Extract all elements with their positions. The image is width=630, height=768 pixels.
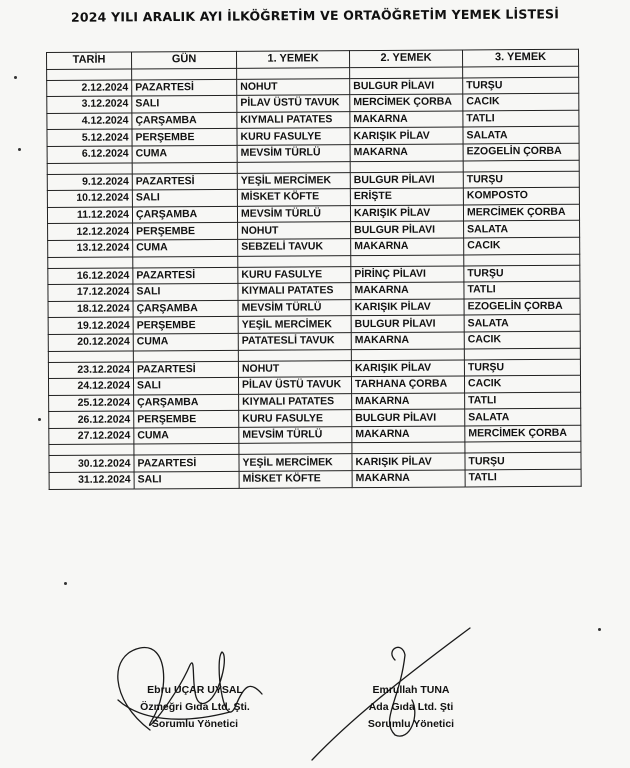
dish-1-cell: KIYMALI PATATES [238, 283, 351, 300]
dish-3-cell: TATLI [464, 281, 580, 298]
dish-3-cell: EZOGELİN ÇORBA [463, 143, 579, 160]
dish-1-cell: PİLAV ÜSTÜ TAVUK [237, 95, 350, 112]
dish-2-cell: BULGUR PİLAVI [350, 78, 463, 95]
col-header-dish-2: 2. YEMEK [349, 50, 462, 67]
date-cell: 27.12.2024 [49, 428, 134, 445]
day-cell: SALI [133, 377, 238, 394]
day-cell: PERŞEMBE [133, 223, 238, 240]
dish-3-cell: TATLI [465, 469, 581, 486]
dish-2-cell: MAKARNA [351, 332, 464, 349]
right-signer-name: Emrullah TUNA [372, 684, 450, 696]
dish-1-cell: YEŞİL MERCİMEK [239, 454, 352, 471]
date-cell: 24.12.2024 [48, 378, 133, 395]
day-cell: SALI [133, 283, 238, 300]
dish-3-cell: CACIK [464, 375, 580, 392]
dish-1-cell: PATATESLİ TAVUK [238, 333, 351, 350]
dish-2-cell: KARIŞIK PİLAV [350, 127, 463, 144]
date-cell: 11.12.2024 [47, 207, 132, 224]
dish-2-cell: MAKARNA [350, 144, 463, 161]
date-cell: 12.12.2024 [48, 223, 133, 240]
dish-2-cell: MAKARNA [350, 111, 463, 128]
day-cell: SALI [134, 471, 239, 488]
dish-1-cell: MİSKET KÖFTE [239, 471, 352, 488]
dish-1-cell: KIYMALI PATATES [239, 393, 352, 410]
date-cell: 2.12.2024 [47, 80, 132, 97]
dish-2-cell: PİRİNÇ PİLAVI [351, 265, 464, 282]
dish-3-cell: SALATA [464, 221, 580, 238]
dish-3-cell: MERCİMEK ÇORBA [463, 204, 579, 221]
left-signature-block [120, 682, 270, 733]
col-header-date: TARİH [47, 52, 132, 69]
day-cell: PAZARTESİ [133, 267, 238, 284]
dish-1-cell: NOHUT [237, 78, 350, 95]
left-signer-company: Özmeğri Gıda Ltd. Şti. [140, 701, 250, 713]
dish-2-cell: MAKARNA [352, 470, 465, 487]
left-signer-role: Sorumlu Yönetici [151, 718, 239, 730]
day-cell: PAZARTESİ [132, 173, 237, 190]
dish-3-cell: MERCİMEK ÇORBA [465, 425, 581, 442]
dish-3-cell: KOMPOSTO [463, 187, 579, 204]
day-cell: PAZARTESİ [132, 79, 237, 96]
dish-2-cell: MAKARNA [351, 238, 464, 255]
dish-1-cell: SEBZELİ TAVUK [238, 239, 351, 256]
dish-1-cell: MEVSİM TÜRLÜ [239, 427, 352, 444]
day-cell: CUMA [133, 239, 238, 256]
day-cell: PAZARTESİ [134, 455, 239, 472]
dish-2-cell: KARIŞIK PİLAV [351, 359, 464, 376]
date-cell: 10.12.2024 [47, 190, 132, 207]
dish-1-cell: MEVSİM TÜRLÜ [238, 299, 351, 316]
scan-speck [18, 148, 21, 151]
scan-speck [598, 628, 601, 631]
date-cell: 3.12.2024 [47, 96, 132, 113]
dish-2-cell: ERİŞTE [350, 188, 463, 205]
scan-speck [38, 418, 41, 421]
dish-2-cell: BULGUR PİLAVI [351, 221, 464, 238]
dish-1-cell: NOHUT [238, 222, 351, 239]
dish-3-cell: SALATA [463, 127, 579, 144]
dish-3-cell: TATLI [465, 392, 581, 409]
date-cell: 25.12.2024 [49, 395, 134, 412]
dish-1-cell: NOHUT [238, 360, 351, 377]
dish-3-cell: SALATA [464, 315, 580, 332]
day-cell: ÇARŞAMBA [132, 206, 237, 223]
dish-2-cell: KARIŞIK PİLAV [350, 205, 463, 222]
date-cell: 18.12.2024 [48, 301, 133, 318]
day-cell: ÇARŞAMBA [134, 394, 239, 411]
dish-3-cell: TURŞU [464, 359, 580, 376]
dish-1-cell: MEVSİM TÜRLÜ [237, 145, 350, 162]
dish-1-cell: KURU FASULYE [237, 128, 350, 145]
dish-3-cell: CACIK [463, 93, 579, 110]
dish-3-cell: CACIK [464, 331, 580, 348]
day-cell: PERŞEMBE [134, 411, 239, 428]
dish-3-cell: SALATA [465, 409, 581, 426]
dish-2-cell: KARIŞIK PİLAV [351, 299, 464, 316]
day-cell: PERŞEMBE [132, 129, 237, 146]
right-signer-company: Ada Gıda Ltd. Şti [368, 701, 454, 713]
dish-3-cell: CACIK [464, 237, 580, 254]
day-cell: CUMA [134, 427, 239, 444]
dish-2-cell: MAKARNA [352, 393, 465, 410]
date-cell: 31.12.2024 [49, 472, 134, 489]
dish-1-cell: KIYMALI PATATES [237, 111, 350, 128]
date-cell: 13.12.2024 [48, 240, 133, 257]
dish-2-cell: MAKARNA [351, 282, 464, 299]
date-cell: 9.12.2024 [47, 174, 132, 191]
dish-1-cell: KURU FASULYE [239, 410, 352, 427]
dish-1-cell: MİSKET KÖFTE [237, 189, 350, 206]
dish-2-cell: BULGUR PİLAVI [350, 172, 463, 189]
day-cell: CUMA [132, 145, 237, 162]
dish-3-cell: EZOGELİN ÇORBA [464, 298, 580, 315]
left-signer-name: Ebru UÇAR UYSAL [147, 684, 243, 696]
dish-3-cell: TURŞU [463, 171, 579, 188]
day-cell: PERŞEMBE [133, 317, 238, 334]
date-cell: 23.12.2024 [48, 361, 133, 378]
day-cell: PAZARTESİ [133, 361, 238, 378]
dish-3-cell: TURŞU [463, 77, 579, 94]
day-cell: CUMA [133, 333, 238, 350]
date-cell: 16.12.2024 [48, 268, 133, 285]
day-cell: SALI [132, 189, 237, 206]
dish-2-cell: MAKARNA [352, 426, 465, 443]
date-cell: 19.12.2024 [48, 317, 133, 334]
date-cell: 17.12.2024 [48, 284, 133, 301]
date-cell: 5.12.2024 [47, 129, 132, 146]
date-cell: 6.12.2024 [47, 146, 132, 163]
date-cell: 26.12.2024 [49, 411, 134, 428]
dish-2-cell: MERCİMEK ÇORBA [350, 94, 463, 111]
right-signature-block [346, 682, 476, 733]
date-cell: 4.12.2024 [47, 113, 132, 130]
right-signer-role: Sorumlu Yönetici [367, 718, 455, 730]
page-title: 2024 YILI ARALIK AYI İLKÖĞRETİM VE ORTAÖĞRETİM YEMEK LİSTESİ [70, 6, 560, 25]
dish-2-cell: BULGUR PİLAVI [351, 315, 464, 332]
day-cell: ÇARŞAMBA [133, 300, 238, 317]
dish-3-cell: TURŞU [465, 453, 581, 470]
dish-1-cell: KURU FASULYE [238, 266, 351, 283]
scan-speck [64, 582, 67, 585]
dish-1-cell: YEŞİL MERCİMEK [238, 316, 351, 333]
dish-2-cell: KARIŞIK PİLAV [352, 453, 465, 470]
col-header-dish-3: 3. YEMEK [462, 49, 578, 66]
dish-3-cell: TURŞU [464, 265, 580, 282]
col-header-day: GÜN [132, 51, 237, 68]
day-cell: SALI [132, 96, 237, 113]
dish-1-cell: MEVSİM TÜRLÜ [237, 205, 350, 222]
date-cell: 30.12.2024 [49, 455, 134, 472]
dish-2-cell: BULGUR PİLAVI [352, 409, 465, 426]
dish-2-cell: TARHANA ÇORBA [351, 376, 464, 393]
dish-3-cell: TATLI [463, 110, 579, 127]
day-cell: ÇARŞAMBA [132, 112, 237, 129]
col-header-dish-1: 1. YEMEK [236, 51, 349, 68]
dish-1-cell: YEŞİL MERCİMEK [237, 172, 350, 189]
dish-1-cell: PİLAV ÜSTÜ TAVUK [238, 377, 351, 394]
date-cell: 20.12.2024 [48, 334, 133, 351]
scan-speck [14, 76, 17, 79]
